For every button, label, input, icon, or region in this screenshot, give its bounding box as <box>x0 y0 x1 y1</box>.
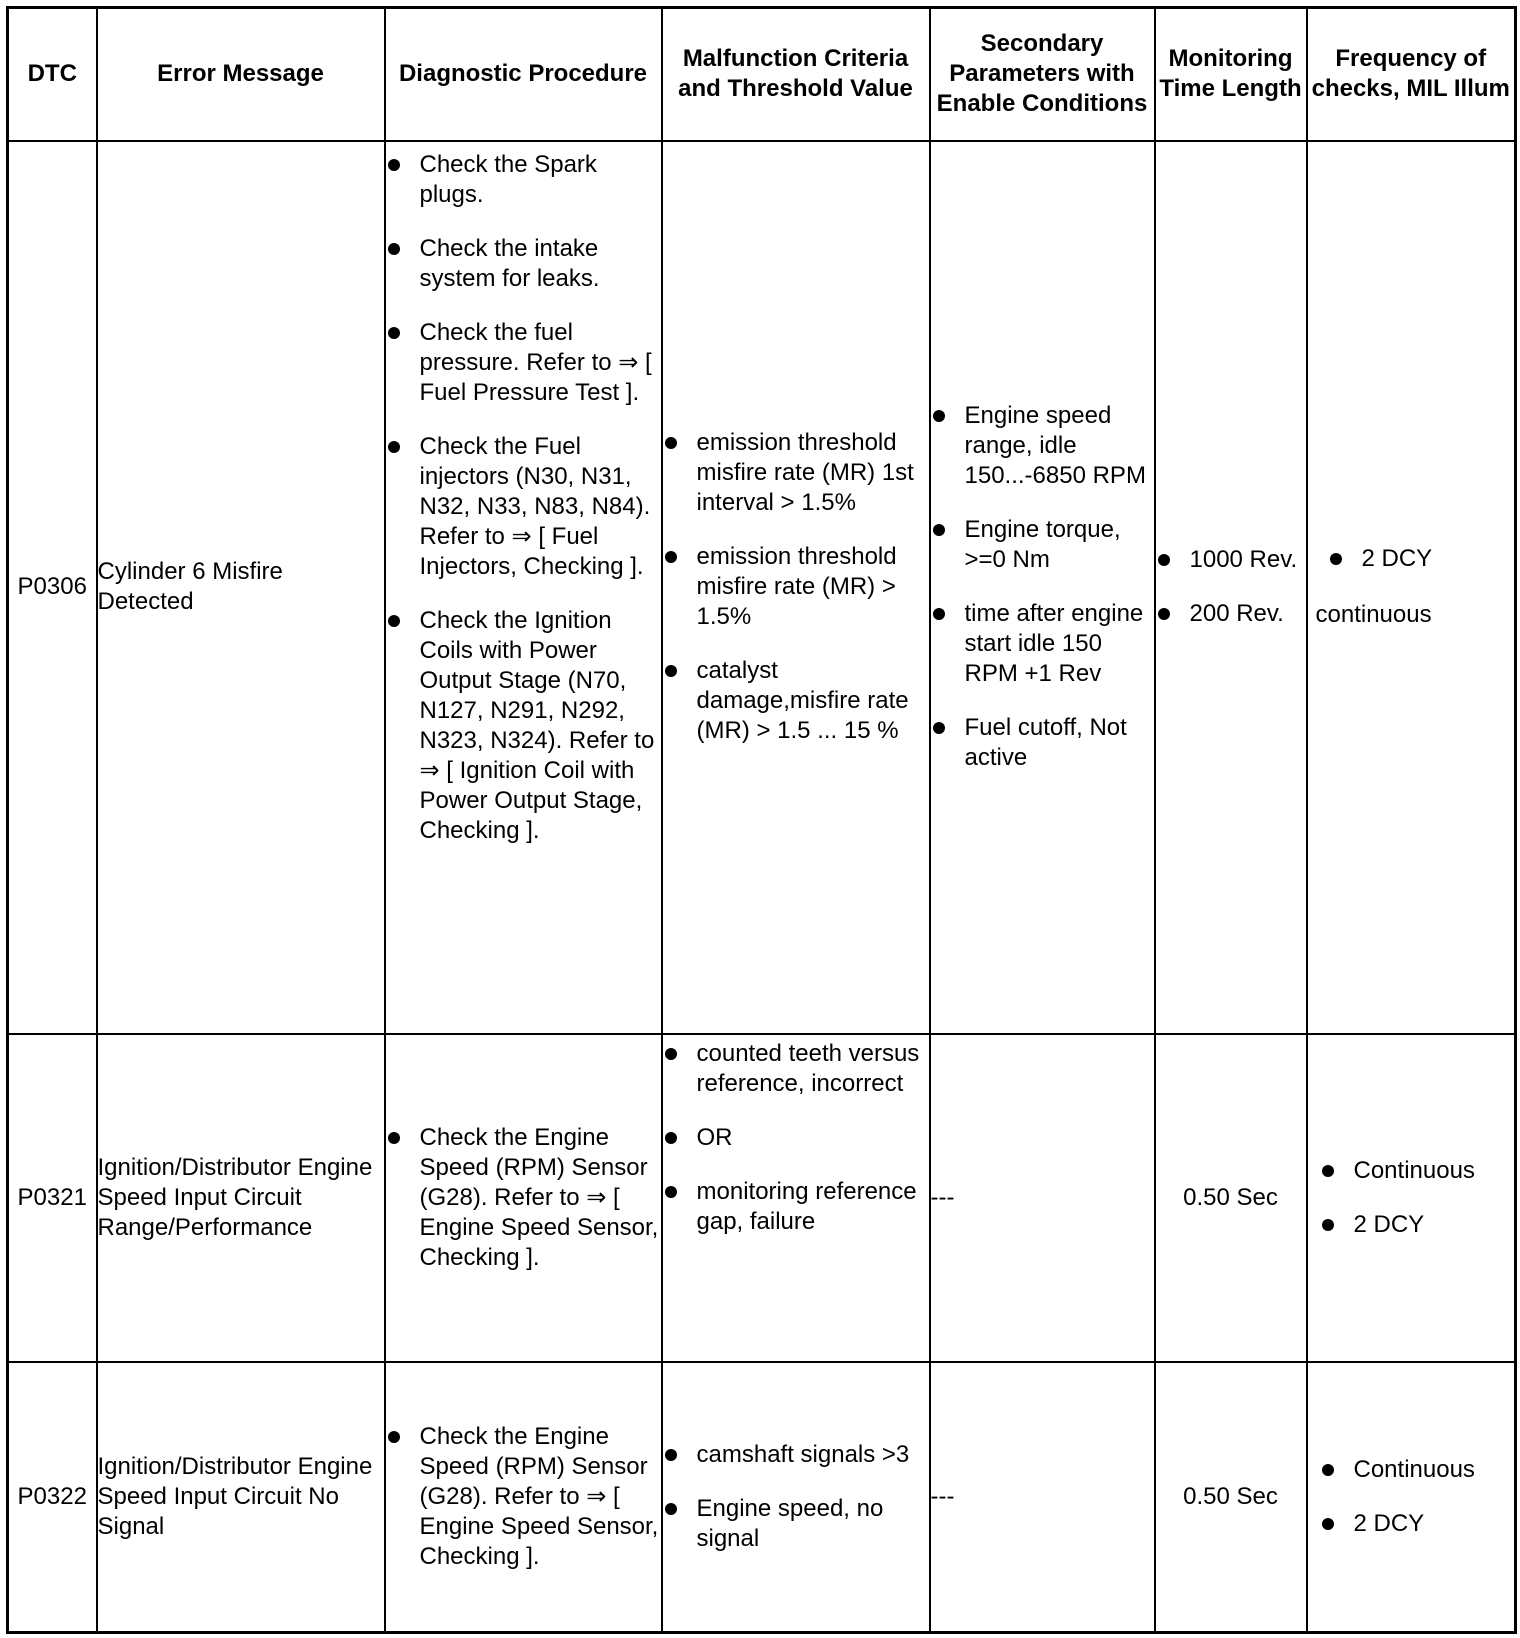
secondary-parameters: --- <box>930 1362 1155 1633</box>
secondary-list <box>931 401 1154 773</box>
criteria-item: catalyst damage,misfire rate (MR) > 1.5 ... 15 % <box>663 656 929 746</box>
criteria-item: Engine speed, no signal <box>663 1494 929 1554</box>
procedure-list <box>386 150 661 846</box>
procedure-item: Check the intake system for leaks. <box>386 234 661 294</box>
header-secondary-parameters: Secondary Parameters with Enable Conditions <box>930 8 1155 141</box>
diagnostic-procedure <box>385 1034 662 1362</box>
secondary-item: Engine torque, >=0 Nm <box>931 515 1154 575</box>
criteria-item: camshaft signals >3 <box>663 1440 929 1470</box>
criteria-list <box>663 428 929 746</box>
criteria-list <box>663 1039 929 1237</box>
procedure-item: Check the Spark plugs. <box>386 150 661 210</box>
header-dtc: DTC <box>8 8 97 141</box>
monitoring-list <box>1156 545 1306 629</box>
header-diagnostic-procedure: Diagnostic Procedure <box>385 8 662 141</box>
error-message: Cylinder 6 Misfire Detected <box>97 141 385 1034</box>
procedure-list <box>386 1422 661 1572</box>
criteria-list <box>663 1440 929 1554</box>
header-frequency: Frequency of checks, MIL Illum <box>1307 8 1516 141</box>
criteria-item: emission threshold misfire rate (MR) > 1.5% <box>663 542 929 632</box>
header-malfunction-criteria: Malfunction Criteria and Threshold Value <box>662 8 930 141</box>
frequency-of-checks <box>1307 1362 1516 1633</box>
diagnostic-procedure <box>385 1362 662 1633</box>
procedure-item: Check the Ignition Coils with Power Output Stage (N70, N127, N291, N292, N323, N324). Refer to ⇒ [ Ignition Coil with Power Output Stage, Checking ]. <box>386 606 661 846</box>
table-row <box>8 141 1516 1034</box>
monitoring-item: 200 Rev. <box>1156 599 1306 629</box>
error-message: Ignition/Distributor Engine Speed Input Circuit No Signal <box>97 1362 385 1633</box>
procedure-item: Check the Engine Speed (RPM) Sensor (G28). Refer to ⇒ [ Engine Speed Sensor, Checking ]. <box>386 1123 661 1273</box>
malfunction-criteria <box>662 1362 930 1633</box>
table-row <box>8 1034 1516 1362</box>
procedure-list <box>386 1123 661 1273</box>
malfunction-criteria <box>662 141 930 1034</box>
monitoring-item: 1000 Rev. <box>1156 545 1306 575</box>
procedure-item: Check the Fuel injectors (N30, N31, N32, N33, N83, N84). Refer to ⇒ [ Fuel Injectors, Checking ]. <box>386 432 661 582</box>
frequency-of-checks <box>1307 1034 1516 1362</box>
frequency-of-checks <box>1307 141 1516 1034</box>
procedure-item: Check the Engine Speed (RPM) Sensor (G28). Refer to ⇒ [ Engine Speed Sensor, Checking ]. <box>386 1422 661 1572</box>
monitoring-time: 0.50 Sec <box>1155 1362 1307 1633</box>
table-row <box>8 1362 1516 1633</box>
dtc-table <box>6 6 1517 1634</box>
dtc-code: P0321 <box>8 1034 97 1362</box>
frequency-list <box>1308 544 1515 574</box>
malfunction-criteria <box>662 1034 930 1362</box>
secondary-item: time after engine start idle 150 RPM +1 Rev <box>931 599 1154 689</box>
dtc-code: P0322 <box>8 1362 97 1633</box>
diagnostic-procedure <box>385 141 662 1034</box>
frequency-note: continuous <box>1315 601 1432 628</box>
frequency-item: 2 DCY <box>1320 1509 1515 1539</box>
secondary-parameters <box>930 141 1155 1034</box>
error-message: Ignition/Distributor Engine Speed Input Circuit Range/Performance <box>97 1034 385 1362</box>
dtc-code: P0306 <box>8 141 97 1034</box>
frequency-item: 2 DCY <box>1328 544 1515 574</box>
procedure-item: Check the fuel pressure. Refer to ⇒ [ Fuel Pressure Test ]. <box>386 318 661 408</box>
criteria-item: monitoring reference gap, failure <box>663 1177 929 1237</box>
monitoring-time <box>1155 141 1307 1034</box>
frequency-list <box>1308 1455 1515 1539</box>
secondary-item: Engine speed range, idle 150...-6850 RPM <box>931 401 1154 491</box>
header-error-message: Error Message <box>97 8 385 141</box>
frequency-list <box>1308 1156 1515 1240</box>
header-monitoring-time: Monitoring Time Length <box>1155 8 1307 141</box>
secondary-parameters: --- <box>930 1034 1155 1362</box>
monitoring-time: 0.50 Sec <box>1155 1034 1307 1362</box>
frequency-item: 2 DCY <box>1320 1210 1515 1240</box>
secondary-item: Fuel cutoff, Not active <box>931 713 1154 773</box>
frequency-item: Continuous <box>1320 1455 1515 1485</box>
header-row <box>8 8 1516 141</box>
frequency-item: Continuous <box>1320 1156 1515 1186</box>
criteria-item: OR <box>663 1123 929 1153</box>
criteria-item: counted teeth versus reference, incorrect <box>663 1039 929 1099</box>
criteria-item: emission threshold misfire rate (MR) 1st interval > 1.5% <box>663 428 929 518</box>
